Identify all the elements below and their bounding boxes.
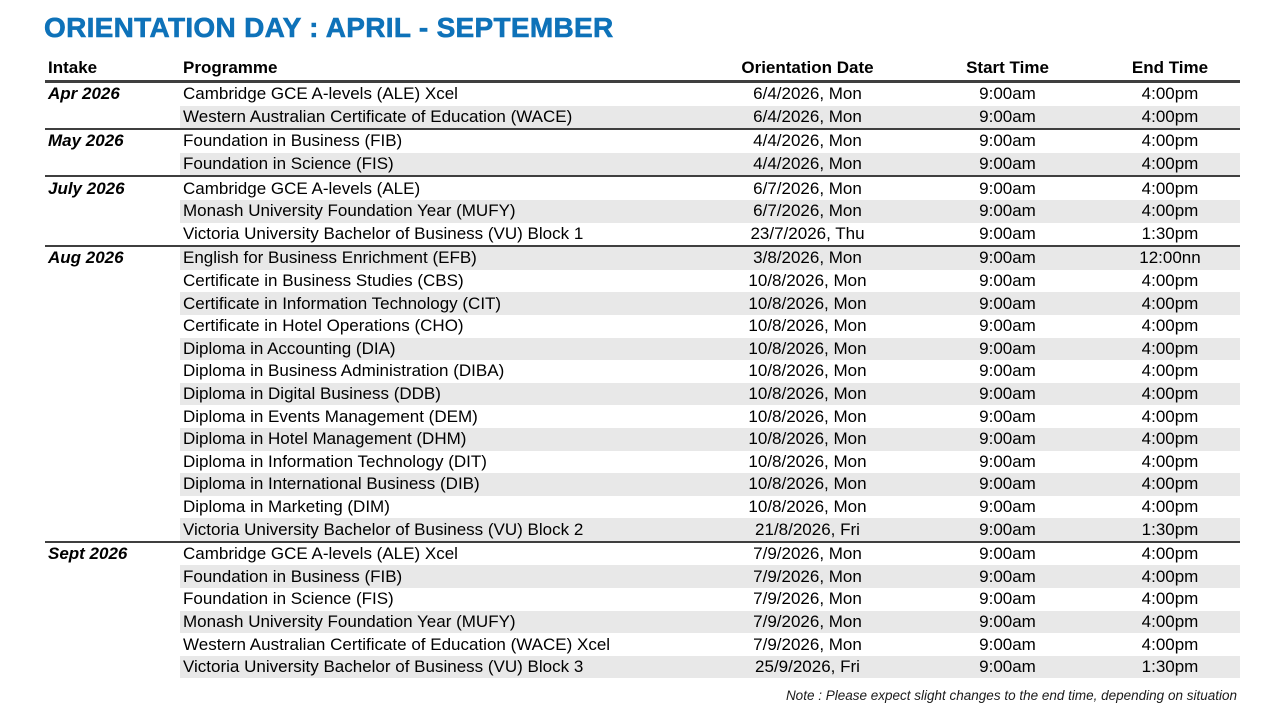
date-cell: 3/8/2026, Mon [700, 246, 915, 270]
start-time-cell: 9:00am [915, 176, 1100, 200]
end-time-cell: 4:00pm [1141, 451, 1199, 471]
intake-cell [45, 518, 180, 542]
end-time-cell: 12:00nn [1100, 246, 1240, 270]
end-time-cell: 4:00pm [1141, 84, 1199, 104]
header-row [45, 56, 1240, 82]
intake-cell [45, 633, 180, 656]
end-time-cell: 4:00pm [1100, 153, 1240, 177]
start-time-cell: 9:00am [915, 246, 1100, 270]
end-time-cell: 1:30pm [1100, 656, 1240, 679]
table-row [45, 473, 1240, 496]
date-cell: 10/8/2026, Mon [748, 271, 867, 291]
intake-cell [45, 383, 180, 406]
programme-cell: Foundation in Science (FIS) [180, 153, 700, 177]
programme-cell: Western Australian Certificate of Education (WACE) Xcel [183, 634, 611, 654]
table-row [45, 246, 1240, 270]
start-time-cell: 9:00am [979, 316, 1036, 336]
end-time-cell: 1:30pm [1100, 518, 1240, 542]
end-time-cell: 4:00pm [1141, 361, 1199, 381]
date-cell: 7/9/2026, Mon [700, 565, 915, 588]
end-time-cell: 4:00pm [1141, 634, 1199, 654]
table-row [45, 656, 1240, 679]
programme-cell: Monash University Foundation Year (MUFY) [180, 611, 700, 634]
start-time-cell: 9:00am [915, 200, 1100, 223]
date-cell: 10/8/2026, Mon [748, 406, 867, 426]
intake-cell [45, 588, 180, 611]
programme-cell: Certificate in Business Studies (CBS) [183, 271, 464, 291]
table-row [45, 223, 1240, 247]
programme-cell: Certificate in Hotel Operations (CHO) [183, 316, 464, 336]
programme-cell: Western Australian Certificate of Education (WACE) [180, 106, 700, 130]
programme-cell: Victoria University Bachelor of Business (VU) Block 1 [183, 223, 584, 243]
intake-cell [45, 360, 180, 383]
start-time-cell: 9:00am [979, 589, 1036, 609]
table-row [45, 176, 1240, 200]
table-row [45, 270, 1240, 293]
start-time-cell: 9:00am [915, 565, 1100, 588]
end-time-cell: 4:00pm [1100, 565, 1240, 588]
intake-cell [45, 315, 180, 338]
table-row [45, 405, 1240, 428]
end-time-cell: 4:00pm [1100, 106, 1240, 130]
end-time-cell: 4:00pm [1141, 589, 1199, 609]
programme-cell: Cambridge GCE A-levels (ALE) Xcel [180, 542, 700, 566]
programme-cell: Diploma in Accounting (DIA) [180, 338, 700, 361]
end-time-cell: 4:00pm [1100, 383, 1240, 406]
programme-cell: Diploma in Hotel Management (DHM) [180, 428, 700, 451]
programme-cell: Diploma in Digital Business (DDB) [180, 383, 700, 406]
col-header-intake: Intake [45, 56, 180, 82]
orientation-schedule-table [45, 56, 1240, 678]
date-cell: 6/7/2026, Mon [700, 176, 915, 200]
table-row [45, 542, 1240, 566]
date-cell: 6/4/2026, Mon [753, 84, 862, 104]
start-time-cell: 9:00am [915, 542, 1100, 566]
date-cell: 6/7/2026, Mon [700, 200, 915, 223]
intake-cell [45, 338, 180, 361]
start-time-cell: 9:00am [915, 656, 1100, 679]
table-header [45, 56, 1240, 82]
date-cell: 7/9/2026, Mon [753, 589, 862, 609]
start-time-cell: 9:00am [915, 518, 1100, 542]
programme-cell: Victoria University Bachelor of Business (VU) Block 2 [180, 518, 700, 542]
intake-cell: July 2026 [45, 176, 180, 200]
intake-cell [45, 565, 180, 588]
table-body [45, 82, 1240, 679]
footnote: Note : Please expect slight changes to the end time, depending on situation [785, 688, 1237, 703]
end-time-cell: 4:00pm [1100, 292, 1240, 315]
intake-cell: Aug 2026 [45, 246, 180, 270]
date-cell: 23/7/2026, Thu [750, 223, 865, 243]
date-cell: 10/8/2026, Mon [748, 451, 867, 471]
date-cell: 10/8/2026, Mon [748, 361, 867, 381]
intake-cell [45, 405, 180, 428]
end-time-cell: 4:00pm [1100, 473, 1240, 496]
start-time-cell: 9:00am [915, 292, 1100, 315]
start-time-cell: 9:00am [979, 361, 1036, 381]
intake-cell [45, 292, 180, 315]
table-row [45, 633, 1240, 656]
date-cell: 21/8/2026, Fri [700, 518, 915, 542]
programme-cell: Cambridge GCE A-levels (ALE) [180, 176, 700, 200]
table-row [45, 565, 1240, 588]
end-time-cell: 1:30pm [1141, 223, 1199, 243]
intake-cell [45, 270, 180, 293]
start-time-cell: 9:00am [915, 106, 1100, 130]
intake-cell [45, 200, 180, 223]
programme-cell: Monash University Foundation Year (MUFY) [180, 200, 700, 223]
programme-cell: Foundation in Business (FIB) [180, 129, 700, 153]
intake-cell: Apr 2026 [48, 84, 120, 104]
end-time-cell: 4:00pm [1100, 338, 1240, 361]
programme-cell: Diploma in Information Technology (DIT) [183, 451, 487, 471]
programme-cell: Certificate in Information Technology (CIT) [180, 292, 700, 315]
programme-cell: Diploma in International Business (DIB) [180, 473, 700, 496]
start-time-cell: 9:00am [979, 496, 1036, 516]
col-header-start-time: Start Time [915, 56, 1100, 82]
date-cell: 7/9/2026, Mon [753, 634, 862, 654]
start-time-cell: 9:00am [979, 223, 1036, 243]
table-row [45, 496, 1240, 519]
table-row [45, 360, 1240, 383]
end-time-cell: 4:00pm [1100, 428, 1240, 451]
table-row [45, 588, 1240, 611]
end-time-cell: 4:00pm [1100, 176, 1240, 200]
col-header-end-time: End Time [1100, 56, 1240, 82]
page-title: ORIENTATION DAY : APRIL - SEPTEMBER [44, 12, 614, 43]
end-time-cell: 4:00pm [1141, 496, 1199, 516]
date-cell: 4/4/2026, Mon [700, 153, 915, 177]
end-time-cell: 4:00pm [1100, 129, 1240, 153]
intake-cell [45, 473, 180, 496]
programme-cell: Diploma in Marketing (DIM) [183, 496, 390, 516]
end-time-cell: 4:00pm [1141, 406, 1199, 426]
start-time-cell: 9:00am [915, 338, 1100, 361]
start-time-cell: 9:00am [915, 129, 1100, 153]
intake-cell [45, 656, 180, 679]
start-time-cell: 9:00am [915, 383, 1100, 406]
table-row [45, 451, 1240, 474]
table-row [45, 315, 1240, 338]
intake-cell [45, 451, 180, 474]
table-row [45, 383, 1240, 406]
programme-cell: Diploma in Events Management (DEM) [183, 406, 478, 426]
programme-cell: Foundation in Science (FIS) [183, 589, 394, 609]
col-header-programme: Programme [180, 56, 700, 82]
programme-cell: Foundation in Business (FIB) [180, 565, 700, 588]
end-time-cell: 4:00pm [1100, 611, 1240, 634]
start-time-cell: 9:00am [915, 473, 1100, 496]
table-row [45, 518, 1240, 542]
end-time-cell: 4:00pm [1100, 542, 1240, 566]
start-time-cell: 9:00am [915, 153, 1100, 177]
intake-cell [45, 153, 180, 177]
end-time-cell: 4:00pm [1141, 271, 1199, 291]
date-cell: 6/4/2026, Mon [700, 106, 915, 130]
start-time-cell: 9:00am [979, 451, 1036, 471]
date-cell: 4/4/2026, Mon [700, 129, 915, 153]
date-cell: 10/8/2026, Mon [700, 428, 915, 451]
intake-cell [45, 428, 180, 451]
date-cell: 25/9/2026, Fri [700, 656, 915, 679]
col-header-orientation-date: Orientation Date [700, 56, 915, 82]
end-time-cell: 4:00pm [1100, 200, 1240, 223]
intake-cell: May 2026 [45, 129, 180, 153]
intake-cell [45, 611, 180, 634]
date-cell: 10/8/2026, Mon [748, 316, 867, 336]
table-row [45, 338, 1240, 361]
intake-cell [45, 496, 180, 519]
date-cell: 10/8/2026, Mon [700, 292, 915, 315]
date-cell: 7/9/2026, Mon [700, 542, 915, 566]
start-time-cell: 9:00am [915, 611, 1100, 634]
end-time-cell: 4:00pm [1141, 316, 1199, 336]
start-time-cell: 9:00am [979, 634, 1036, 654]
table-row [45, 153, 1240, 177]
table-row [45, 82, 1240, 106]
table-row [45, 611, 1240, 634]
programme-cell: Victoria University Bachelor of Business (VU) Block 3 [180, 656, 700, 679]
table-row [45, 129, 1240, 153]
date-cell: 10/8/2026, Mon [700, 338, 915, 361]
intake-cell: Sept 2026 [45, 542, 180, 566]
intake-cell [45, 106, 180, 130]
date-cell: 10/8/2026, Mon [700, 473, 915, 496]
date-cell: 10/8/2026, Mon [700, 383, 915, 406]
start-time-cell: 9:00am [979, 271, 1036, 291]
programme-cell: English for Business Enrichment (EFB) [180, 246, 700, 270]
intake-cell [45, 223, 180, 247]
date-cell: 7/9/2026, Mon [700, 611, 915, 634]
date-cell: 10/8/2026, Mon [748, 496, 867, 516]
programme-cell: Diploma in Business Administration (DIBA) [183, 361, 505, 381]
table-row [45, 200, 1240, 223]
table-row [45, 106, 1240, 130]
programme-cell: Cambridge GCE A-levels (ALE) Xcel [183, 84, 458, 104]
table-row [45, 428, 1240, 451]
table-row [45, 292, 1240, 315]
start-time-cell: 9:00am [915, 428, 1100, 451]
start-time-cell: 9:00am [979, 406, 1036, 426]
start-time-cell: 9:00am [979, 84, 1036, 104]
